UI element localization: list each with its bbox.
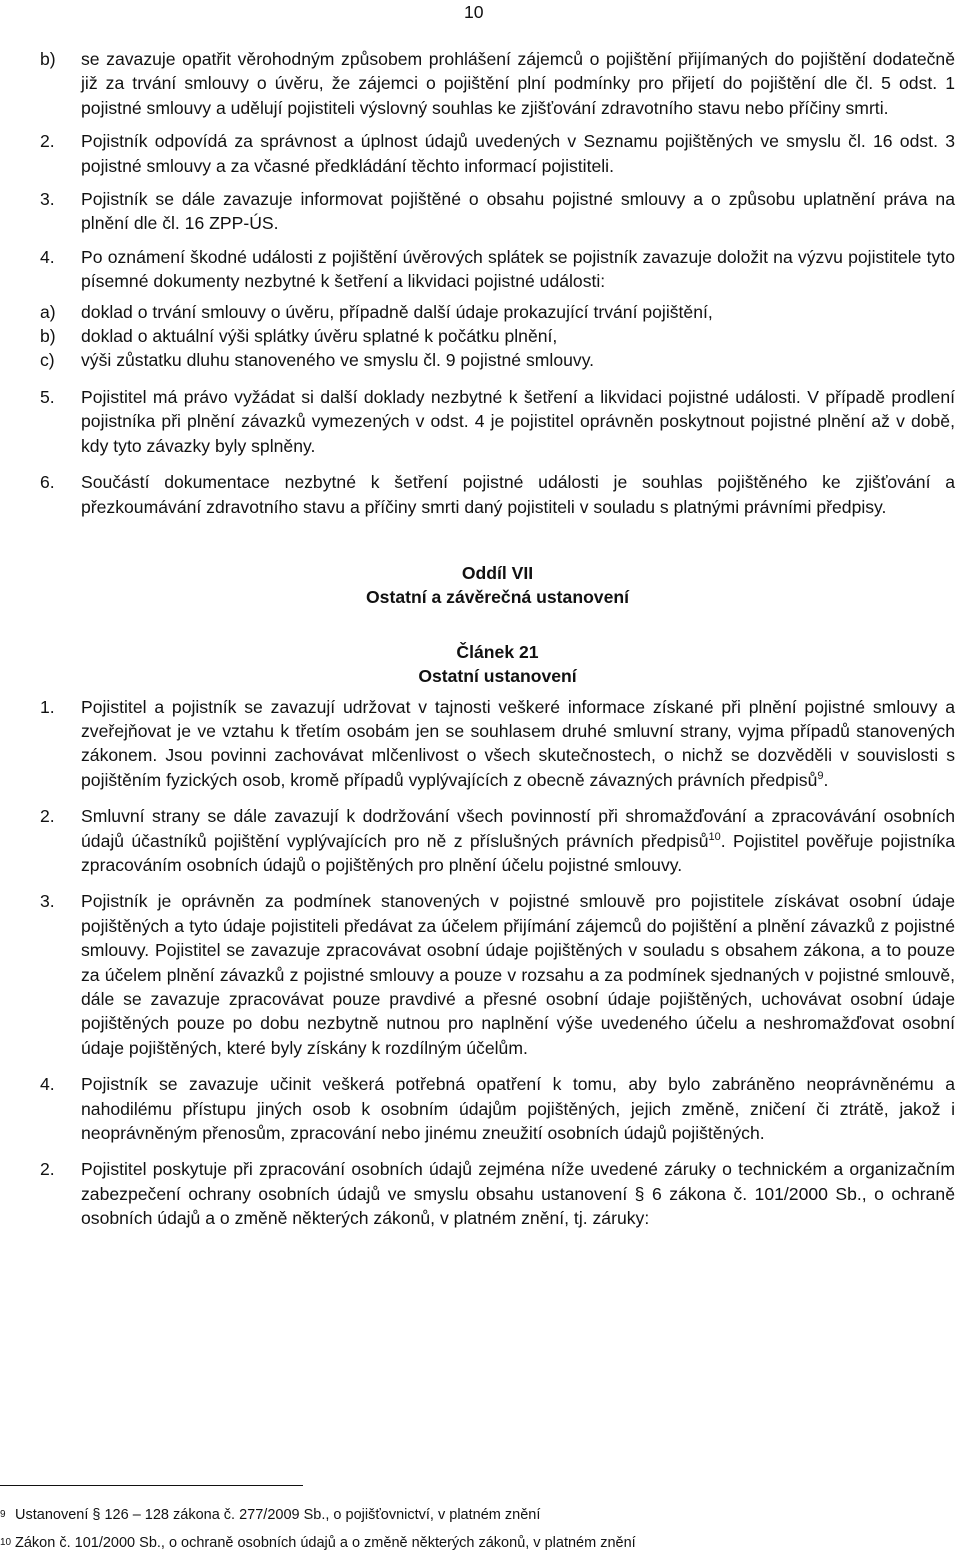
paragraph-text: Po oznámení škodné události z pojištění úvěrových splátek se pojistník zavazuje doložit na výzvu pojistitele tyto písemné dokumenty nezbytné k šetření a likvidaci pojistné události: <box>81 246 955 292</box>
paragraph-number: 4. <box>40 1074 55 1095</box>
footnotes <box>0 1478 960 1554</box>
paragraph-text: Pojistník odpovídá za správnost a úplnost údajů uvedených v Seznamu pojištěných ve smyslu čl. 16 odst. 3 pojistné smlouvy a za včasné předkládání těchto informací pojistiteli. <box>81 131 955 176</box>
footnote-ref: 9 <box>817 769 824 782</box>
article-subtitle: Ostatní ustanovení <box>418 666 577 687</box>
paragraph-text: Pojistitel má právo vyžádat si další doklady nezbytné k šetření a likvidaci pojistné události. V případě prodlení pojistníka při plnění závazků vymezených v odst. 4 je pojistitel oprávněn poskytnout pojistné plnění až v době, kdy tyto závazky byly splněny. <box>81 386 955 456</box>
paragraph-text: Pojistník se zavazuje učinit veškerá potřebná opatření k tomu, aby bylo zabráněno neoprávněnému a nahodilému přístupu jiných osob k osobním údajům pojištěných, jejich změně, zničení či ztrátě, jakož i neoprávněným přenosům, zpracování nebo jinému zneužití osobních údajů pojištěných. <box>81 1074 955 1144</box>
article-paragraph-5 <box>40 1157 955 1230</box>
paragraph-4 <box>40 245 955 294</box>
paragraph-text: Součástí dokumentace nezbytné k šetření pojistné události je souhlas pojištěného ke zjišťování a přezkoumávání zdravotního stavu a příčiny smrti daný pojistiteli v souladu s platnými právními předpisy. <box>81 472 955 517</box>
footnote-marker: 9 <box>0 1509 6 1520</box>
subitem-marker: b) <box>40 326 56 347</box>
article-paragraph-1 <box>40 695 955 793</box>
footnote-ref: 10 <box>708 830 721 843</box>
footnote-marker: 10 <box>0 1537 12 1548</box>
section-subtitle: Ostatní a závěrečná ustanovení <box>365 587 630 608</box>
footnote-text: Zákon č. 101/2000 Sb., o ochraně osobních údajů a o změně některých zákonů, v platném znění <box>15 1535 636 1551</box>
paragraph-5 <box>40 385 955 458</box>
article-paragraph-2 <box>40 804 955 877</box>
page-number: 10 <box>464 2 484 22</box>
item-b <box>40 47 955 120</box>
subitem-text: výši zůstatku dluhu stanoveného ve smyslu čl. 9 pojistné smlouvy. <box>81 350 595 371</box>
document-body <box>40 47 955 1231</box>
subitem-marker: c) <box>40 350 55 371</box>
paragraph-number: 1. <box>40 696 55 717</box>
paragraph-number: 3. <box>40 891 55 912</box>
paragraph-number: 3. <box>40 189 55 210</box>
paragraph-text: Smluvní strany se dále zavazují k dodržování všech povinností při shromažďování a zpracovávání osobních údajů účastníků pojištění vyplývajících pro ně z příslušných právních předpisů <box>81 806 955 851</box>
paragraph-number: 5. <box>40 386 55 407</box>
subitem-a <box>40 300 955 324</box>
paragraph-text: Pojistník se dále zavazuje informovat pojištěné o obsahu pojistné smlouvy a o způsobu uplatnění práva na plnění dle čl. 16 ZPP-ÚS. <box>81 189 955 234</box>
article-paragraph-4 <box>40 1072 955 1145</box>
footnote-text: Ustanovení § 126 – 128 zákona č. 277/2009 Sb., o pojišťovnictví, v platném znění <box>15 1507 541 1523</box>
paragraph-2 <box>40 129 955 178</box>
paragraph-number: 2. <box>40 1159 55 1180</box>
item-text: se zavazuje opatřit věrohodným způsobem prohlášení zájemců o pojištění přijímaných do pojištění dodatečně již za trvání smlouvy o úvěru, že zájemci o pojištění plní podmínky pro přijetí do pojištění dle čl. 5 odst. 1 pojistné smlouvy a udělují pojistiteli výslovný souhlas ke zjišťování zdravotního stavu nebo příčiny smrti. <box>81 49 955 118</box>
article-title: Článek 21 <box>456 641 539 662</box>
subitem-c <box>40 348 955 372</box>
paragraph-text-container <box>81 804 955 877</box>
paragraph-text: Pojistník je oprávněn za podmínek stanovených v pojistné smlouvě pro pojistitele získávat osobní údaje pojištěných a tyto údaje pojistiteli předávat za účelem přijímání zájemců do pojištění a plnění závazků z pojistné smlouvy. Pojistitel se zavazuje zpracovávat osobní údaje pojištěných v souladu s obsahem zákona, a to pouze za účelem plnění závazků z pojistné smlouvy a pouze v rozsahu a za podmínek sjednaných v pojistné smlouvě, dále se zavazuje zpracovávat pouze pravdivé a přesné osobní údaje pojištěných, uchovávat osobní údaje pojištěných pouze po dobu nezbytně nutnou pro naplnění výše uvedeného účelu a neshromažďovat osobní údaje pojištěných, které byly získány k rozdílným účelům. <box>81 891 955 1058</box>
paragraph-number: 4. <box>40 246 55 267</box>
subitem-marker: a) <box>40 301 56 322</box>
subitem-text: doklad o trvání smlouvy o úvěru, případně další údaje prokazující trvání pojištění, <box>81 301 713 322</box>
article-paragraph-3 <box>40 889 955 1060</box>
subitem-b <box>40 324 955 348</box>
paragraph-text-after: . Pojistitel pověřuje pojistníka zpracováním osobních údajů o pojištěných pro plnění účelu pojistné smlouvy. <box>81 830 955 875</box>
paragraph-text: Pojistitel a pojistník se zavazují udržovat v tajnosti veškeré informace získané při plnění pojistné smlouvy a zveřejňovat je ve vztahu k třetím osobám jen se souhlasem druhé smluvní strany, vyjma případů stanovených zákonem. Jsou povinni zachovávat mlčenlivost o všech skutečnostech, o nichž se dozvěděli v souvislosti s pojištěním fyzických osob, kromě případů vyplývajících z obecně závazných právních předpisů <box>81 696 955 790</box>
subitem-text: doklad o aktuální výši splátky úvěru splatné k počátku plnění, <box>81 326 558 347</box>
paragraph-number: 2. <box>40 806 55 827</box>
paragraph-6 <box>40 470 955 519</box>
paragraph-text-container <box>81 695 955 793</box>
item-marker: b) <box>40 49 56 69</box>
paragraph-3 <box>40 187 955 236</box>
footnote-10 <box>0 1532 960 1554</box>
footnote-9 <box>0 1504 960 1526</box>
paragraph-number: 2. <box>40 131 55 152</box>
paragraph-text-tail: . <box>823 769 829 790</box>
paragraph-number: 6. <box>40 472 55 493</box>
paragraph-text: Pojistitel poskytuje při zpracování osobních údajů zejména níže uvedené záruky o technickém a organizačním zabezpečení ochrany osobních údajů ve smyslu obsahu ustanovení § 6 zákona č. 101/2000 Sb., o ochraně osobních údajů a o změně některých zákonů, v platném znění, tj. záruky: <box>81 1159 955 1229</box>
section-title: Oddíl VII <box>461 562 534 583</box>
